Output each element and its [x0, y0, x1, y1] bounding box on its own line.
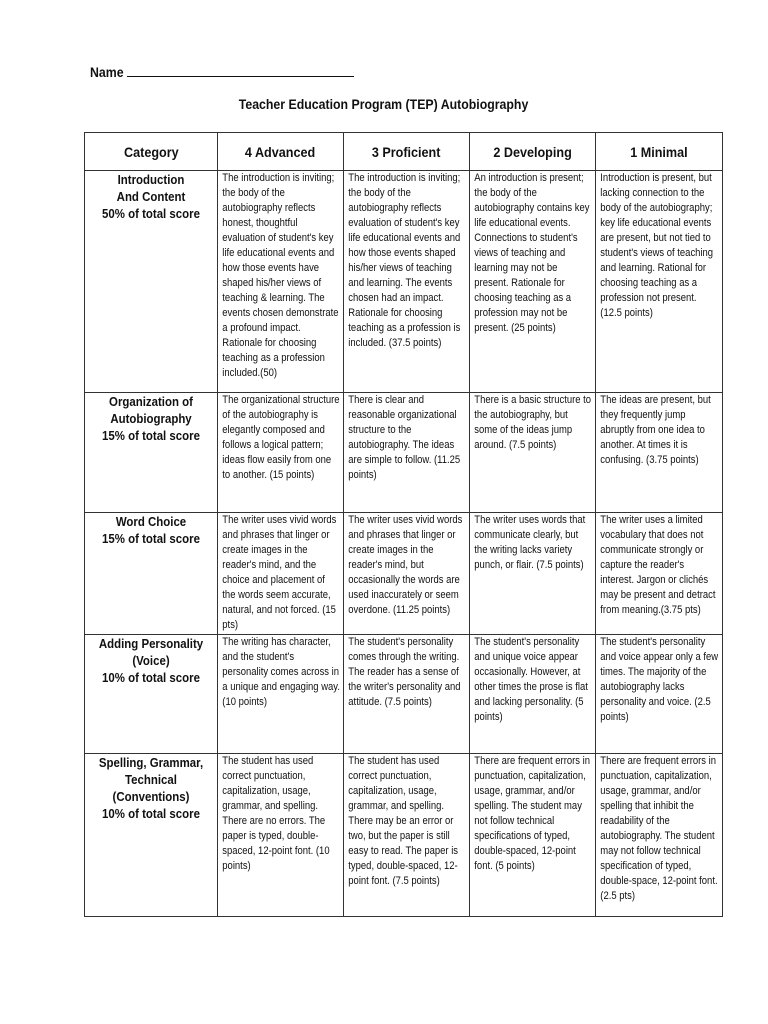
rubric-row-conventions [85, 754, 723, 917]
header-category: Category [85, 133, 218, 171]
header-proficient: 3 Proficient [344, 133, 470, 171]
criteria-cell-developing: There is a basic structure to the autobiography, but some of the ideas jump around. (7.5 points) [470, 393, 596, 513]
name-field [90, 60, 354, 80]
category-cell: Organization of Autobiography 15% of total score [85, 393, 218, 513]
rubric-row-organization [85, 393, 723, 513]
criteria-cell-developing: There are frequent errors in punctuation, capitalization, usage, grammar, and/or spelling. The student may not follow technical specifications of typed, double-spaced, 12-point font. (5 points) [470, 754, 596, 917]
criteria-cell-proficient: The introduction is inviting; the body of the autobiography reflects evaluation of student's key life educational events and how those events shaped his/her views of teaching and learning. The events chosen had an impact. Rationale for choosing teaching as a profession is included. (37.5 points) [344, 171, 470, 393]
document-title [0, 96, 768, 112]
name-blank-line [127, 76, 354, 77]
criteria-cell-advanced: The introduction is inviting; the body of the autobiography reflects honest, thoughtful evaluation of student's key life educational events and how those events have shaped his/her views of teaching & learning. The events chosen demonstrate a profound impact. Rationale for choosing teaching as a profession included.(50) [218, 171, 344, 393]
category-cell: Introduction And Content 50% of total score [85, 171, 218, 393]
name-label: Name [90, 64, 124, 80]
header-developing: 2 Developing [470, 133, 596, 171]
criteria-cell-advanced: The student has used correct punctuation, capitalization, usage, grammar, and spelling. There are no errors. The paper is typed, double-spaced, 12-point font. (10 points) [218, 754, 344, 917]
criteria-cell-developing: The student's personality and unique voice appear occasionally. However, at other times the prose is flat and lacking personality. (5 points) [470, 635, 596, 754]
criteria-cell-advanced: The writing has character, and the student's personality comes across in a unique and engaging way. (10 points) [218, 635, 344, 754]
category-cell: Word Choice 15% of total score [85, 513, 218, 635]
criteria-cell-developing: An introduction is present; the body of the autobiography contains key life educational events. Connections to student's views of teaching and learning may not be present. Rationale for choosing teaching as a profession may not be present. (25 points) [470, 171, 596, 393]
criteria-cell-minimal: The writer uses a limited vocabulary that does not communicate strongly or capture the reader's interest. Jargon or clichés may be present and detract from meaning.(3.75 pts) [596, 513, 723, 635]
rubric-row-word-choice [85, 513, 723, 635]
criteria-cell-minimal: The ideas are present, but they frequently jump abruptly from one idea to another. At times it is confusing. (3.75 points) [596, 393, 723, 513]
criteria-cell-developing: The writer uses words that communicate clearly, but the writing lacks variety punch, or flair. (7.5 points) [470, 513, 596, 635]
header-minimal: 1 Minimal [596, 133, 723, 171]
criteria-cell-advanced: The writer uses vivid words and phrases that linger or create images in the reader's mind, and the choice and placement of the words seem accurate, natural, and not forced. (15 pts) [218, 513, 344, 635]
header-advanced: 4 Advanced [218, 133, 344, 171]
rubric-row-introduction [85, 171, 723, 393]
criteria-cell-proficient: There is clear and reasonable organizational structure to the autobiography. The ideas are simple to follow. (11.25 points) [344, 393, 470, 513]
criteria-cell-minimal: There are frequent errors in punctuation, capitalization, usage, grammar, and/or spelling that inhibit the readability of the autobiography. The student may not follow technical specification of typed, double-space, 12-point font. (2.5 pts) [596, 754, 723, 917]
category-cell: Spelling, Grammar, Technical (Conventions) 10% of total score [85, 754, 218, 917]
criteria-cell-minimal: Introduction is present, but lacking connection to the body of the autobiography; key life educational events are present, but not tied to student's views of teaching and learning. Rational for choosing teaching as a profession not present. (12.5 points) [596, 171, 723, 393]
criteria-cell-minimal: The student's personality and voice appear only a few times. The majority of the autobiography lacks personality and voice. (2.5 points) [596, 635, 723, 754]
rubric-table [84, 132, 723, 917]
criteria-cell-proficient: The writer uses vivid words and phrases that linger or create images in the reader's mind, but occasionally the words are used inaccurately or seem overdone. (11.25 points) [344, 513, 470, 635]
category-cell: Adding Personality (Voice) 10% of total score [85, 635, 218, 754]
rubric-header-row [85, 133, 723, 171]
criteria-cell-advanced: The organizational structure of the autobiography is elegantly composed and follows a logical pattern; ideas flow easily from one to another. (15 points) [218, 393, 344, 513]
rubric-row-personality [85, 635, 723, 754]
criteria-cell-proficient: The student's personality comes through the writing. The reader has a sense of the writer's personality and attitude. (7.5 points) [344, 635, 470, 754]
document-title-text: Teacher Education Program (TEP) Autobiography [239, 96, 529, 112]
criteria-cell-proficient: The student has used correct punctuation, capitalization, usage, grammar, and spelling. There may be an error or two, but the paper is still easy to read. The paper is typed, double-spaced, 12-point font. (7.5 points) [344, 754, 470, 917]
